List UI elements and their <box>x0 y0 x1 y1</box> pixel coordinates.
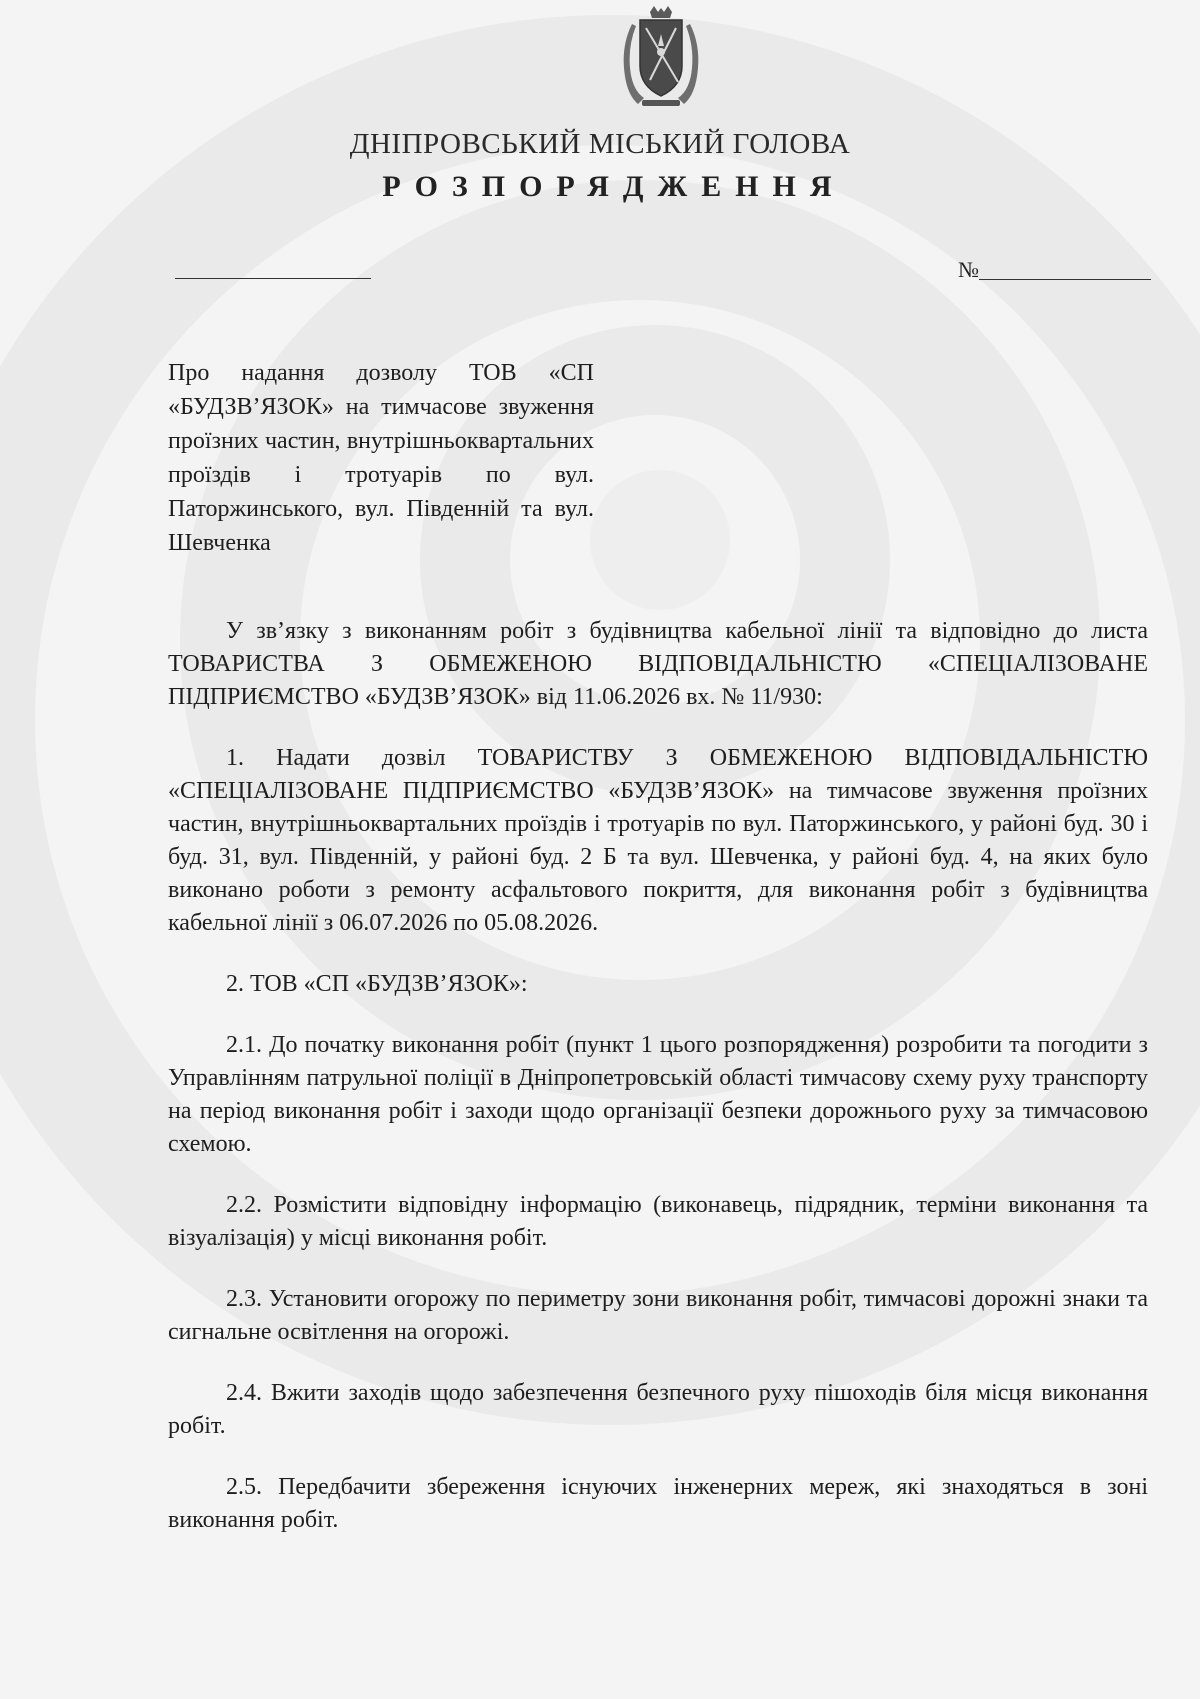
city-emblem-icon <box>622 6 700 110</box>
clause-2-4: 2.4. Вжити заходів щодо забезпечення безпечного руху пішоходів біля місця виконання робіт. <box>168 1380 1148 1439</box>
clause-2: 2. ТОВ «СП «БУДЗВ’ЯЗОК»: <box>226 971 528 997</box>
document-number-field <box>958 257 1151 282</box>
document-body <box>168 615 1148 1565</box>
preamble-paragraph: У зв’язку з виконанням робіт з будівництва кабельної лінії та відповідно до листа ТОВАРИСТВА З ОБМЕЖЕНОЮ ВІДПОВІДАЛЬНІСТЮ «СПЕЦІАЛІЗОВАНЕ ПІДПРИЄМСТВО «БУДЗВ’ЯЗОК» від 11.06.2026 вх. № 11/930: <box>168 618 1148 710</box>
clause-2-3: 2.3. Установити огорожу по периметру зони виконання робіт, тимчасові дорожні знаки та сигнальне освітлення на огорожі. <box>168 1286 1148 1345</box>
clause-2-2: 2.2. Розмістити відповідну інформацію (виконавець, підрядник, терміни виконання та візуалізація) у місці виконання робіт. <box>168 1192 1148 1251</box>
number-blank-line <box>979 261 1151 280</box>
document-type-title: РОЗПОРЯДЖЕННЯ <box>382 170 846 203</box>
clause-2-5: 2.5. Передбачити збереження існуючих інженерних мереж, які знаходяться в зоні виконання робіт. <box>168 1474 1148 1533</box>
clause-1: 1. Надати дозвіл ТОВАРИСТВУ З ОБМЕЖЕНОЮ ВІДПОВІДАЛЬНІСТЮ «СПЕЦІАЛІЗОВАНЕ ПІДПРИЄМСТВО «БУДЗВ’ЯЗОК» на тимчасове звуження проїзних частин, внутрішньоквартальних проїздів і тротуарів по вул. Паторжинського, у районі буд. 30 і буд. 31, вул. Південній, у районі буд. 2 Б та вул. Шевченка, у районі буд. 4, на яких було виконано роботи з ремонту асфальтового покриття, для виконання робіт з будівництва кабельної лінії з 06.07.2026 по 05.08.2026. <box>168 745 1148 936</box>
number-label: № <box>958 257 979 282</box>
document-subject: Про надання дозволу ТОВ «СП «БУДЗВ’ЯЗОК» на тимчасове звуження проїзних частин, внутрішньоквартальних проїздів і тротуарів по вул. Паторжинського, вул. Південній та вул. Шевченка <box>168 360 594 556</box>
issuing-authority: ДНІПРОВСЬКИЙ МІСЬКИЙ ГОЛОВА <box>349 128 851 160</box>
clause-2-1: 2.1. До початку виконання робіт (пункт 1 цього розпорядження) розробити та погодити з Управлінням патрульної поліції в Дніпропетровській області тимчасову схему руху транспорту на період виконання робіт і заходи щодо організації безпеки дорожнього руху за тимчасовою схемою. <box>168 1032 1148 1157</box>
date-blank-line <box>175 278 371 279</box>
